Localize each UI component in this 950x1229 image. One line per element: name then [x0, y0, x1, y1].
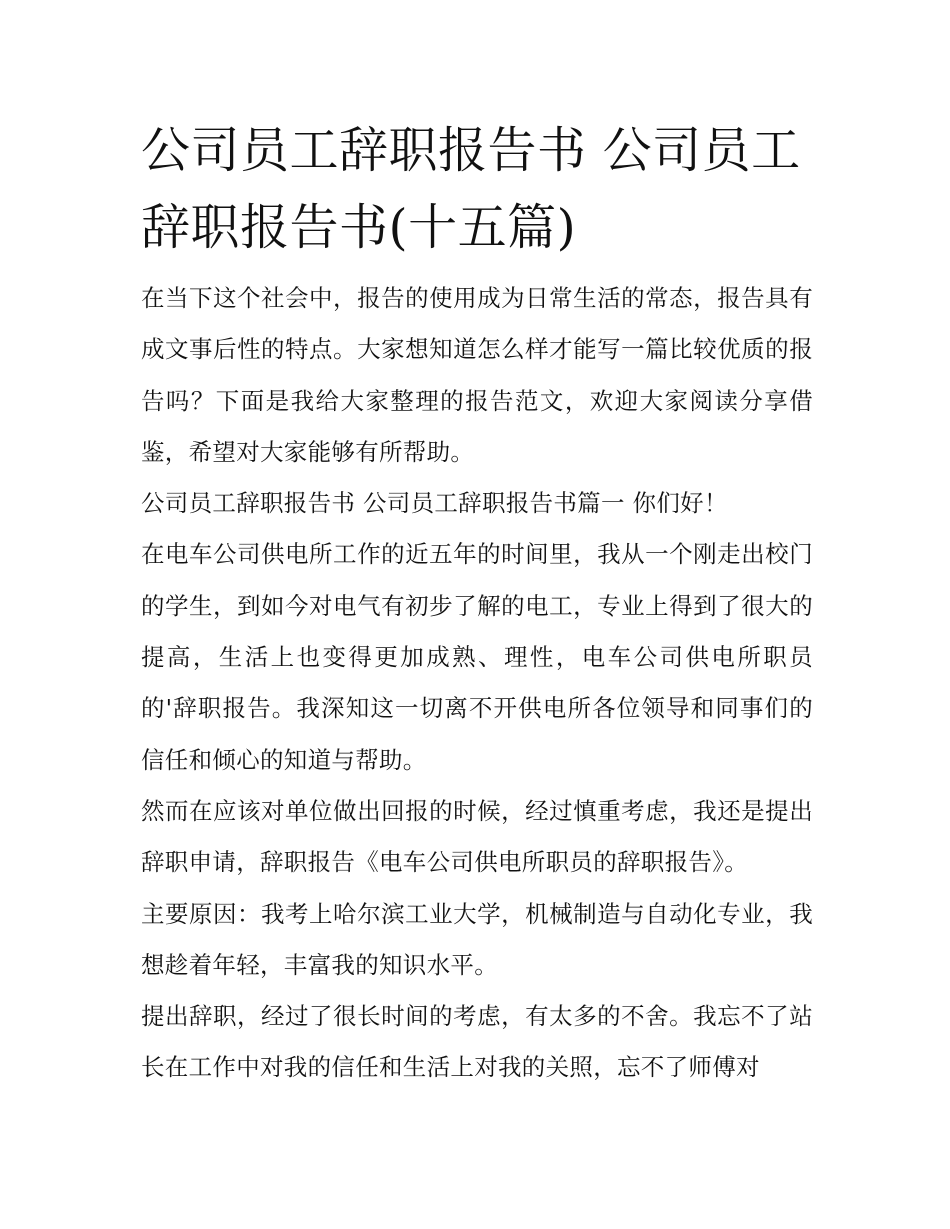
paragraph-heading-greeting: 公司员工辞职报告书 公司员工辞职报告书篇一 你们好！ [141, 489, 728, 518]
document-title: 公司员工辞职报告书 公司员工辞职报告书(十五篇) [141, 122, 801, 256]
paragraph-resignation-request: 然而在应该对单位做出回报的时候，经过慎重考虑，我还是提出辞职申请，辞职报告《电车公司供电所职员的辞职报告》。 [141, 796, 813, 877]
paragraph-intro: 在当下这个社会中，报告的使用成为日常生活的常态，报告具有成文事后性的特点。大家想知道怎么样才能写一篇比较优质的报告吗？下面是我给大家整理的报告范文，欢迎大家阅读分享借鉴，希望对大家能够有所帮助。 [141, 284, 813, 466]
paragraph-gratitude: 提出辞职，经过了很长时间的考虑，有太多的不舍。我忘不了站长在工作中对我的信任和生活上对我的关照，忘不了师傅对 [141, 1002, 813, 1082]
document-body [141, 112, 813, 1094]
paragraph-main-reason: 主要原因：我考上哈尔滨工业大学，机械制造与自动化专业，我想趁着年轻，丰富我的知识水平。 [141, 899, 813, 979]
paragraph-work-experience: 在电车公司供电所工作的近五年的时间里，我从一个刚走出校门的学生，到如今对电气有初步了解的电工，专业上得到了很大的提高，生活上也变得更加成熟、理性，电车公司供电所职员的'辞职报告。我深知这一切离不开供电所各位领导和同事们的信任和倾心的知道与帮助。 [141, 540, 813, 774]
